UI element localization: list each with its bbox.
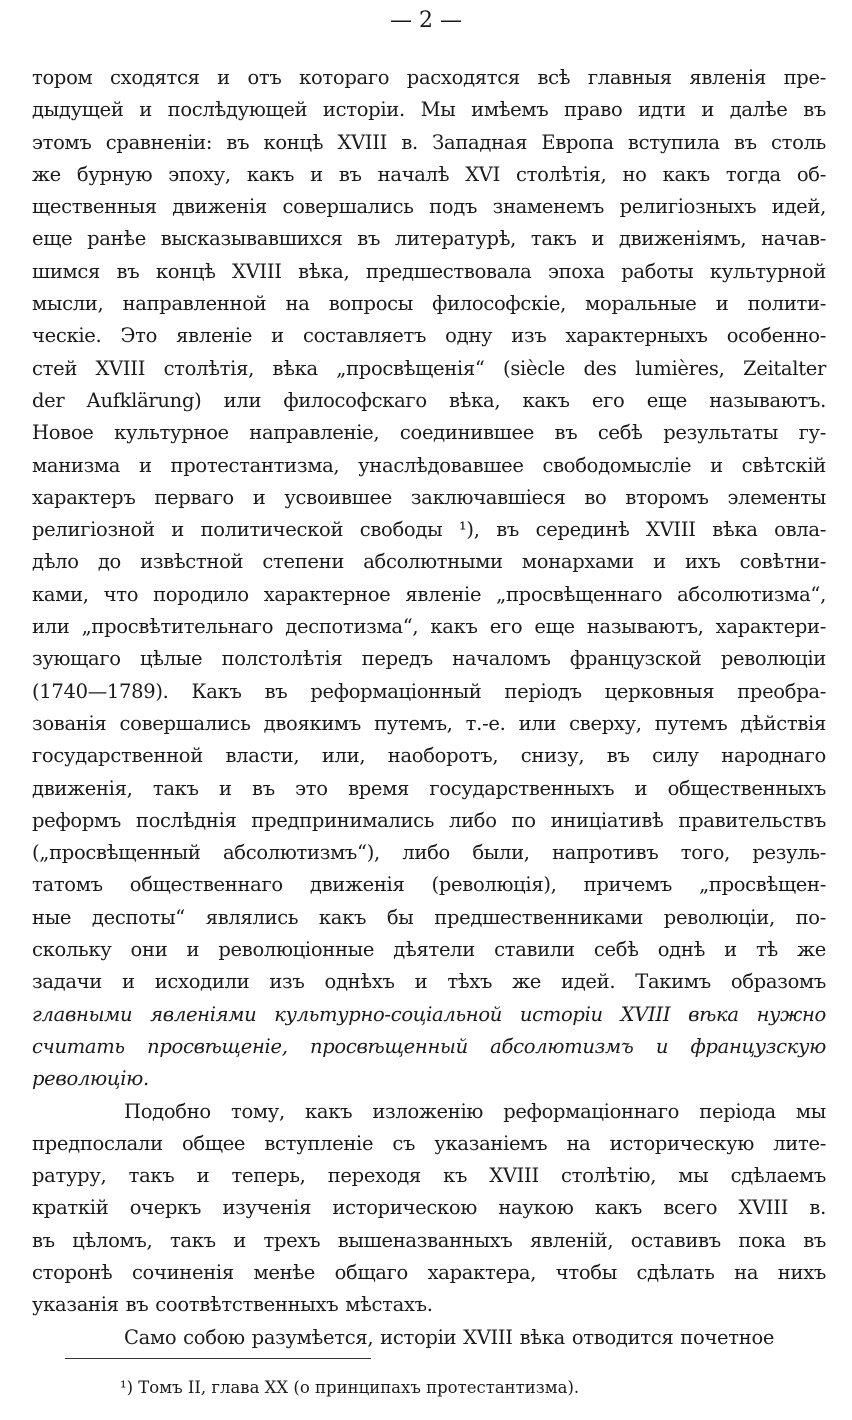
text-line: сторонѣ сочиненія менѣе общаго характера, чтобы сдѣлать на нихъ xyxy=(32,1260,826,1284)
text-line: зованія совершались двоякимъ путемъ, т.-е. или сверху, путемъ дѣйствія xyxy=(32,711,826,735)
page-number: — 2 — xyxy=(390,8,462,33)
text-line: стей XVIII столѣтія, вѣка „просвѣщенія“ (siècle des lumières, Zeitalter xyxy=(32,356,826,380)
text-line: манизма и протестантизма, унаслѣдовавшее свободомысліе и свѣтскій xyxy=(32,453,826,477)
text-line: der Aufklärung) или философскаго вѣка, какъ его еще называютъ. xyxy=(32,388,826,412)
text-line: Само собою разумѣется, исторіи XVIII вѣка отводится почетное xyxy=(124,1325,775,1349)
text-line: революцію. xyxy=(32,1067,149,1091)
footnote: ¹) Томъ II, глава XX (о принципахъ протестантизма). xyxy=(120,1378,580,1397)
text-line: дѣло до извѣстной степени абсолютными монархами и ихъ совѣтни- xyxy=(32,550,826,574)
text-line: государственной власти, или, наоборотъ, снизу, въ силу народнаго xyxy=(32,744,826,768)
text-line: ратуру, такъ и теперь, переходя къ XVIII столѣтію, мы сдѣлаемъ xyxy=(32,1164,826,1188)
text-line: ками, что породило характерное явленіе „просвѣщеннаго абсолютизма“, xyxy=(32,582,826,606)
text-line: этомъ сравненіи: въ концѣ XVIII в. Западная Европа вступила въ столь xyxy=(32,130,826,154)
text-line: (1740—1789). Какъ въ реформаціонный періодъ церковныя преобра- xyxy=(32,679,826,703)
footnote-divider xyxy=(65,1358,371,1359)
text-line: религіозной и политической свободы ¹), въ серединѣ XVIII вѣка овла- xyxy=(32,518,826,542)
text-line: реформъ послѣднія предпринимались либо по иниціативѣ правительствъ xyxy=(32,808,826,832)
text-line: краткій очеркъ изученія историческою наукою какъ всего XVIII в. xyxy=(32,1196,826,1220)
text-line: задачи и исходили изъ однѣхъ и тѣхъ же идей. Такимъ образомъ xyxy=(32,970,826,994)
text-line: тором сходятся и отъ котораго расходятся всѣ главныя явленія пре- xyxy=(32,66,826,89)
text-line: щественныя движенія совершались подъ знаменемъ религіозныхъ идей, xyxy=(32,195,826,219)
text-line: характеръ перваго и усвоившее заключавшіеся во второмъ элементы xyxy=(32,485,826,509)
text-line: же бурную эпоху, какъ и въ началѣ XVI столѣтія, но какъ тогда об- xyxy=(32,162,826,186)
text-line: или „просвѣтительнаго деспотизма“, какъ его еще называютъ, характери- xyxy=(32,615,826,639)
text-line: движенія, такъ и въ это время государственныхъ и общественныхъ xyxy=(32,776,826,800)
text-line: указанія въ соотвѣтственныхъ мѣстахъ. xyxy=(32,1293,433,1317)
text-line: татомъ общественнаго движенія (революція), причемъ „просвѣщен- xyxy=(32,873,826,897)
text-line: мысли, направленной на вопросы философскіе, моральные и полити- xyxy=(32,292,826,316)
text-line: скольку они и революціонные дѣятели ставили себѣ однѣ и тѣ же xyxy=(32,938,826,962)
text-line: шимся въ концѣ XVIII вѣка, предшествовала эпоха работы культурной xyxy=(32,259,826,283)
text-line: ные деспоты“ являлись какъ бы предшественниками революціи, по- xyxy=(32,905,826,929)
body-text xyxy=(32,62,826,1354)
text-line: считать просвѣщеніе, просвѣщенный абсолютизмъ и французскую xyxy=(32,1034,826,1058)
text-line: Новое культурное направленіе, соединившее въ себѣ результаты гу- xyxy=(32,421,826,445)
text-line: дыдущей и послѣдующей исторіи. Мы имѣемъ право идти и далѣе въ xyxy=(32,98,826,122)
text-line: („просвѣщенный абсолютизмъ“), либо были, напротивъ того, резуль- xyxy=(32,841,826,865)
text-line: главными явленіями культурно-соціальной исторіи XVIII вѣка нужно xyxy=(32,1002,826,1026)
text-line: Подобно тому, какъ изложенію реформаціоннаго періода мы xyxy=(124,1099,826,1123)
text-line: предпослали общее вступленіе съ указаніемъ на историческую лите- xyxy=(32,1131,826,1155)
text-line: въ цѣломъ, такъ и трехъ вышеназванныхъ явленій, оставивъ пока въ xyxy=(32,1228,826,1252)
text-line: ческіе. Это явленіе и составляетъ одну изъ характерныхъ особенно- xyxy=(32,324,826,348)
text-line: зующаго цѣлые полстолѣтія передъ началомъ французской революціи xyxy=(32,647,826,671)
text-line: еще ранѣе высказывавшихся въ литературѣ, такъ и движеніямъ, начав- xyxy=(32,227,826,251)
